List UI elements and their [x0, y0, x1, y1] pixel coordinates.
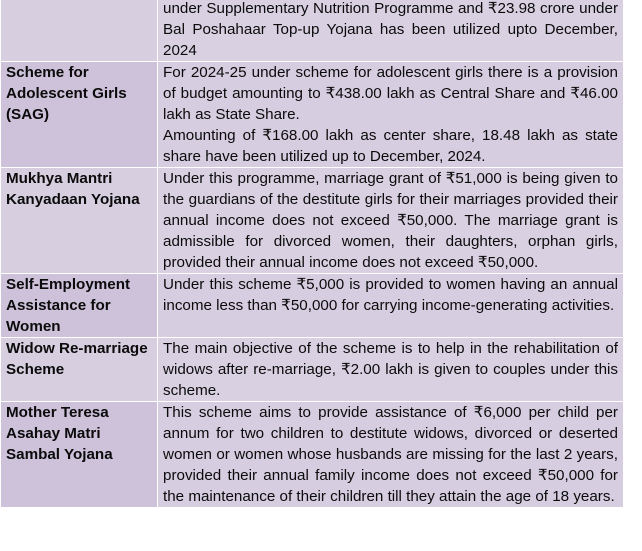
- scheme-name-cell: [1, 338, 158, 402]
- scheme-name-cell: [1, 62, 158, 168]
- table-row: [1, 62, 624, 168]
- scheme-description-cell: [158, 168, 624, 274]
- scheme-description: Under this programme, marriage grant of ₹51,000 is being given to the guardians of the destitute girls for their marriages provided their annual income does not exceed ₹50,000. The marriage grant is admissible for divorced women, their daughters, orphan girls, provided their annual income does not exceed ₹50,000.: [163, 170, 618, 271]
- scheme-name-cell: [1, 168, 158, 274]
- scheme-description-cell: [158, 274, 624, 338]
- scheme-description-cell: [158, 402, 624, 508]
- scheme-name-cell: [1, 274, 158, 338]
- scheme-name: Mother Teresa Asahay Matri Sambal Yojana: [6, 404, 113, 463]
- scheme-description: under Supplementary Nutrition Programme and ₹23.98 crore under Bal Poshahaar Top-up Yojana has been utilized upto December, 2024: [163, 0, 618, 59]
- scheme-description: The main objective of the scheme is to help in the rehabilitation of widows after re-marriage, ₹2.00 lakh is given to couples under this scheme.: [163, 340, 618, 399]
- table-row: [1, 338, 624, 402]
- table-row: [1, 274, 624, 338]
- scheme-description-cell: [158, 62, 624, 168]
- scheme-name-cell: [1, 0, 158, 62]
- scheme-description: Under this scheme ₹5,000 is provided to women having an annual income less than ₹50,000 for carrying income-generating activities.: [163, 276, 618, 314]
- scheme-description: For 2024-25 under scheme for adolescent girls there is a provision of budget amounting to ₹438.00 lakh as Central Share and ₹46.00 lakh as State Share.: [163, 64, 618, 123]
- scheme-description-cell: [158, 0, 624, 62]
- table-row: [1, 168, 624, 274]
- table-row: [1, 0, 624, 62]
- scheme-name: Mukhya Mantri Kanyadaan Yojana: [6, 170, 140, 208]
- scheme-name: Scheme for Adolescent Girls (SAG): [6, 64, 127, 123]
- scheme-description: Amounting of ₹168.00 lakh as center share, 18.48 lakh as state share have been utilized up to December, 2024.: [163, 127, 618, 165]
- scheme-description: This scheme aims to provide assistance of ₹6,000 per child per annum for two children to destitute widows, divorced or deserted women or women whose husbands are missing for the last 2 years, provided their annual family income does not exceed ₹50,000 for the maintenance of their children till they attain the age of 18 years.: [163, 404, 618, 505]
- scheme-name: Widow Re-marriage Scheme: [6, 340, 148, 378]
- scheme-name-cell: [1, 402, 158, 508]
- table-row: [1, 402, 624, 508]
- scheme-description-cell: [158, 338, 624, 402]
- scheme-name: Self-Employment Assistance for Women: [6, 276, 131, 335]
